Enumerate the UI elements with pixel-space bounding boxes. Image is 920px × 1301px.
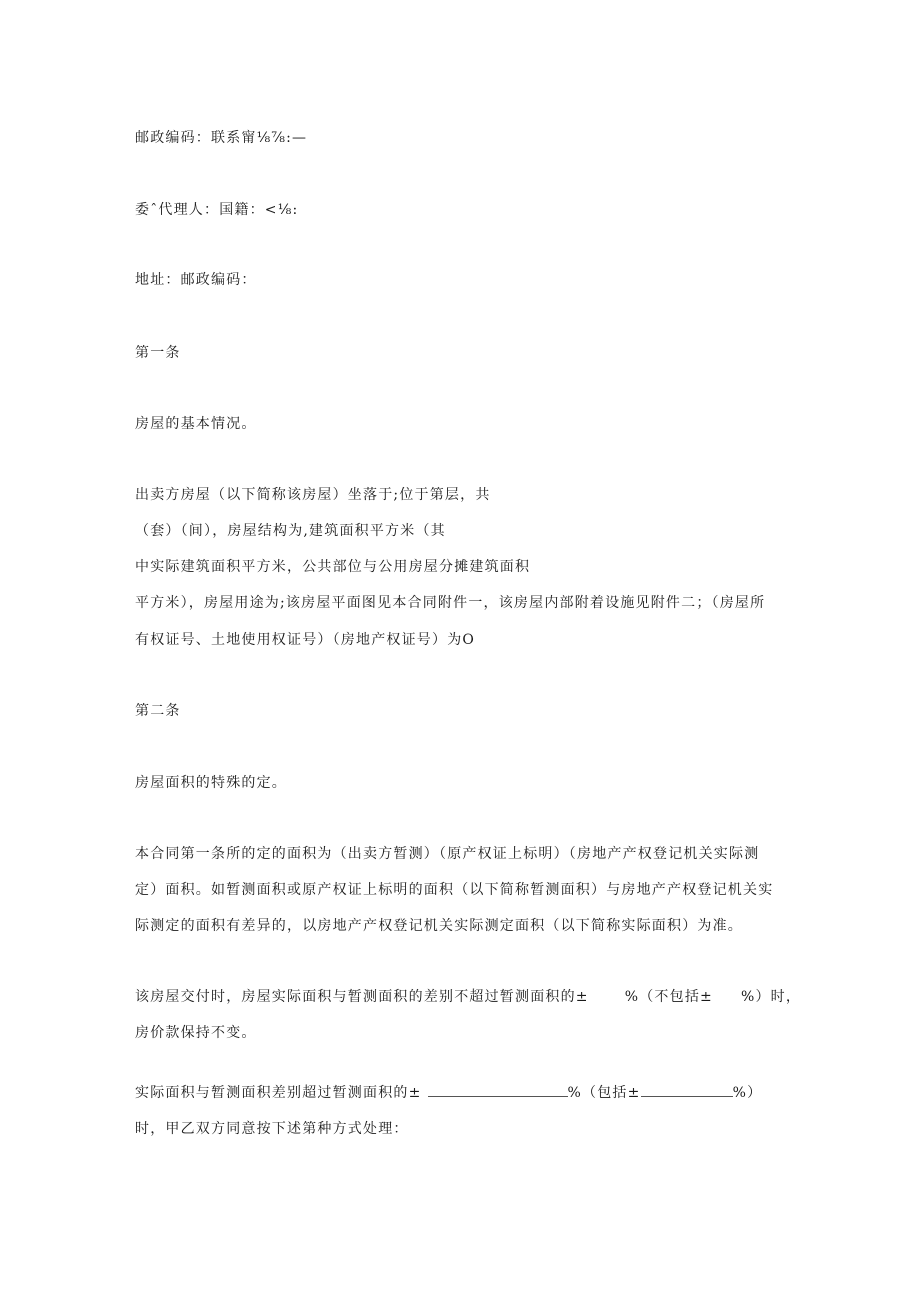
tolerance-text-c: %）时，: [740, 989, 802, 1005]
article-2-para-line-3: 际测定的面积有差异的，以房地产产权登记机关实际测定面积（以下简称实际面积）为准。: [135, 918, 743, 934]
tolerance-clause-line-1: [135, 987, 801, 1007]
excess-text-b: %（包括±: [567, 1085, 641, 1101]
article-1-para-line-4: 平方米），房屋用途为;该房屋平面图见本合同附件一，该房屋内部附着设施见附件二；（房屋所: [135, 595, 766, 611]
article-2-heading: 房屋面积的特殊的定。: [135, 775, 287, 791]
article-1-heading: 房屋的基本情况。: [135, 416, 257, 432]
excess-clause-line-2: 时，甲乙双方同意按下述第种方式处理：: [135, 1121, 409, 1137]
excess-blank-1[interactable]: [428, 1082, 568, 1097]
article-1-para-line-2: （套）（间），房屋结构为,建筑面积平方米（其: [135, 523, 446, 539]
article-1-para-line-5: 有权证号、土地使用权证号）（房地产权证号）为O: [135, 632, 476, 648]
article-2-para-line-1: 本合同第一条所的定的面积为（出卖方暂测）（原产权证上标明）（房地产产权登记机关实际测: [135, 846, 760, 862]
article-2-para-line-2: 定）面积。如暂测面积或原产权证上标明的面积（以下简称暂测面积）与房地产产权登记机关实: [135, 882, 774, 898]
tolerance-text-b: %（不包括±: [624, 989, 713, 1005]
article-1-title: 第一条: [135, 345, 181, 361]
excess-clause-line-1: [135, 1082, 762, 1103]
tolerance-text-a: 该房屋交付时，房屋实际面积与暂测面积的差别不超过暂测面积的±: [135, 989, 589, 1005]
tolerance-clause-line-2: 房价款保持不变。: [135, 1025, 257, 1041]
excess-text-a: 实际面积与暂测面积差别超过暂测面积的±: [135, 1085, 422, 1101]
article-2-title: 第二条: [135, 703, 181, 719]
article-1-para-line-1: 出卖方房屋（以下简称该房屋）坐落于;位于第层，共: [135, 487, 491, 503]
excess-text-c: %）: [732, 1085, 763, 1101]
address-postcode-line: 地址：邮政编码：: [135, 272, 257, 288]
postcode-contact-line: 邮政编码：联系甯⅛⅞:—: [135, 130, 308, 146]
article-1-para-line-3: 中实际建筑面积平方米，公共部位与公用房屋分摊建筑面积: [135, 559, 531, 575]
agent-nationality-line: 委ˆ代理人：国籍：<⅛:: [135, 202, 299, 218]
excess-blank-2[interactable]: [641, 1082, 733, 1097]
